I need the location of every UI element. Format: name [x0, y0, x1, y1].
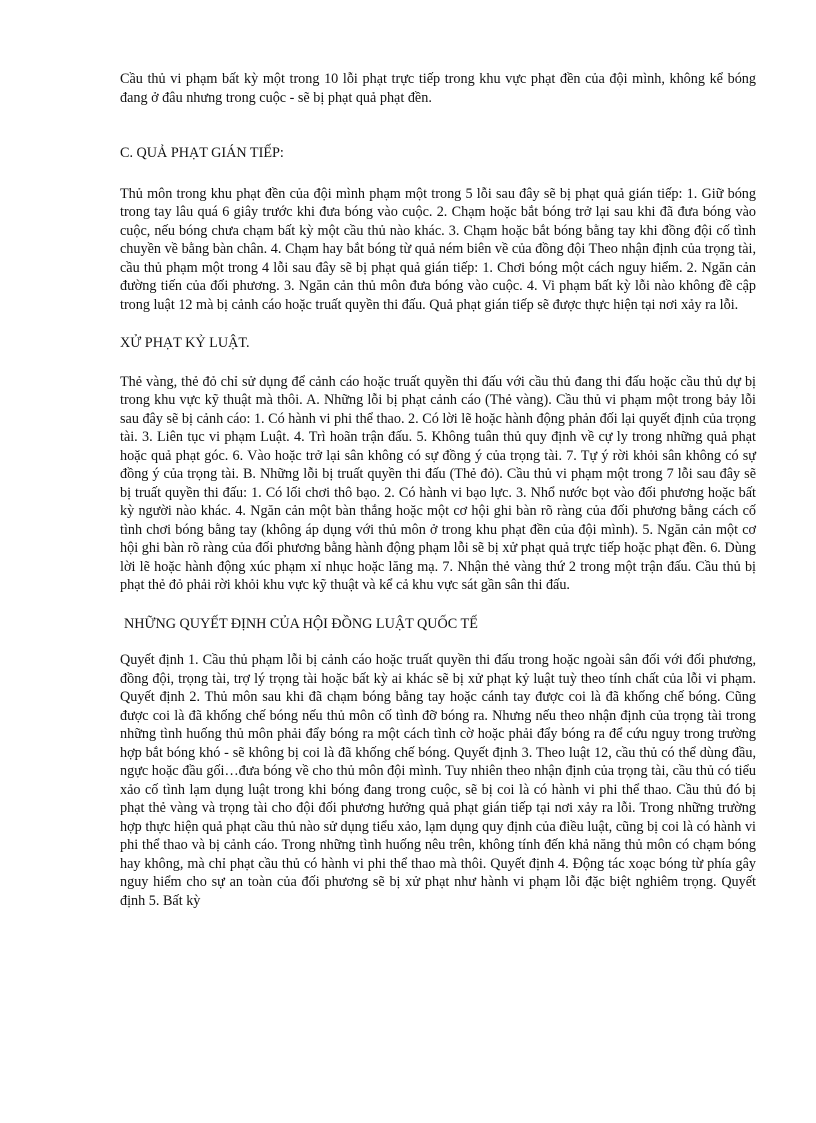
heading-disciplinary-sanctions: XỬ PHẠT KỶ LUẬT.	[120, 335, 250, 351]
paragraph-ifab-decisions: Quyết định 1. Cầu thủ phạm lỗi bị cảnh cáo hoặc truất quyền thi đấu trong hoặc ngoài sân đối với đối phương, đồng đội, trọng tài, trợ lý trọng tài hoặc bất kỳ ai khác sẽ bị xử phạt kỷ luật tuỳ theo tính chất của lỗi vi phạm. Quyết định 2. Thủ môn sau khi đã chạm bóng bằng tay hoặc cánh tay được coi là đã khống chế bóng. Cũng được coi là đã khống chế bóng nếu thủ môn cố tình đỡ bóng ra. Nhưng nếu theo nhận định của trọng tài trong những tình huống thủ môn phải đẩy bóng ra một cách tình cờ hoặc phải đẩy bóng ra để cứu nguy trong trường hợp bắt bóng khó - sẽ không bị coi là đã khống chế bóng. Quyết định 3. Theo luật 12, cầu thủ có thể dùng đầu, ngực hoặc đầu gối…đưa bóng về cho thủ môn đội mình. Tuy nhiên theo nhận định của trọng tài, cầu thủ có tiểu xảo cố tình lạm dụng luật trong khi bóng đang trong cuộc, sẽ bị coi là có hành vi phi thể thao. Cầu thủ đó bị phạt thẻ vàng và trọng tài cho đội đối phương hưởng quả phạt gián tiếp tại nơi xảy ra lỗi. Trong những trường hợp thực hiện quả phạt cầu thủ nào sử dụng tiểu xảo, lạm dụng quy định của điều luật, cũng bị coi là có hành vi phi thể thao và bị cảnh cáo. Trong những tình huống nêu trên, không tính đến khả năng thủ môn có chạm bóng hay không, mà chỉ phạt cầu thủ có hành vi phi thể thao mà thôi. Quyết định 4. Động tác xoạc bóng từ phía gây nguy hiểm cho sự an toàn của đối phương sẽ bị xử phạt như hành vi phạm lỗi đặc biệt nghiêm trọng. Quyết định 5. Bất kỳ	[120, 652, 756, 909]
heading-indirect-free-kick: C. QUẢ PHẠT GIÁN TIẾP:	[120, 145, 284, 161]
paragraph-disciplinary-sanctions: Thẻ vàng, thẻ đỏ chỉ sử dụng để cảnh cáo hoặc truất quyền thi đấu với cầu thủ đang thi đấu hoặc cầu thủ dự bị trong khu vực kỹ thuật mà thôi. A. Những lỗi bị phạt cảnh cáo (Thẻ vàng). Cầu thủ vi phạm một trong bảy lỗi sau đây sẽ bị cảnh cáo: 1. Có hành vi phi thể thao. 2. Có lời lẽ hoặc hành động phản đối lại quyết định của trọng tài. 3. Liên tục vi phạm Luật. 4. Trì hoãn trận đấu. 5. Không tuân thủ quy định về cự ly trong những quả phạt hoặc quả phạt góc. 6. Vào hoặc trở lại sân không có sự đồng ý của trọng tài. 7. Tự ý rời khỏi sân không có sự đồng ý của trọng tài. B. Những lỗi bị truất quyền thi đấu (Thẻ đỏ). Cầu thủ vi phạm một trong 7 lỗi sau đây sẽ bị truất quyền thi đấu: 1. Có lối chơi thô bạo. 2. Có hành vi bạo lực. 3. Nhổ nước bọt vào đối phương hoặc bất kỳ người nào khác. 4. Ngăn cản một bàn thắng hoặc một cơ hội ghi bàn rõ ràng của đối phương bằng cách cố tình chơi bóng bằng tay (không áp dụng với thủ môn ở trong khu phạt đền của đội mình). 5. Ngăn cản một cơ hội ghi bàn rõ ràng của đối phương bằng hành động phạm lỗi sẽ bị xử phạt quả trực tiếp hoặc phạt đền. 6. Dùng lời lẽ hoặc hành động xúc phạm xỉ nhục hoặc lăng mạ. 7. Nhận thẻ vàng thứ 2 trong một trận đấu. Cầu thủ bị phạt thẻ đỏ phải rời khỏi khu vực kỹ thuật và kể cả khu vực sát gần sân thi đấu.	[120, 373, 756, 593]
spacer	[120, 314, 756, 334]
document-body	[120, 70, 756, 910]
heading-ifab-decisions: NHỮNG QUYẾT ĐỊNH CỦA HỘI ĐỒNG LUẬT QUỐC TẾ	[124, 615, 478, 632]
spacer	[120, 107, 756, 144]
paragraph-penalty-kick: Cầu thủ vi phạm bất kỳ một trong 10 lỗi phạt trực tiếp trong khu vực phạt đền của đội mình, không kể bóng đang ở đâu nhưng trong cuộc - sẽ bị phạt quả phạt đền.	[120, 71, 756, 106]
spacer	[120, 595, 756, 615]
spacer	[120, 163, 756, 185]
paragraph-indirect-free-kick: Thủ môn trong khu phạt đền của đội mình phạm một trong 5 lỗi sau đây sẽ bị phạt quả gián tiếp: 1. Giữ bóng trong tay lâu quá 6 giây trước khi đưa bóng vào cuộc. 2. Chạm hoặc bắt bóng trở lại sau khi đã đưa bóng vào cuộc, nếu bóng chưa chạm bất kỳ một cầu thủ nào khác. 3. Chạm hoặc bắt bóng bằng tay khi đồng đội cố tình chuyền về bằng bàn chân. 4. Chạm hay bắt bóng từ quả ném biên về của đồng đội Theo nhận định của trọng tài, cầu thủ phạm một trong 4 lỗi sau đây sẽ bị phạt quả gián tiếp: 1. Chơi bóng một cách nguy hiểm. 2. Ngăn cản đường tiến của đối phương. 3. Ngăn cản thủ môn đưa bóng vào cuộc. 4. Vi phạm bất kỳ lỗi nào không đề cập trong luật 12 mà bị cảnh cáo hoặc truất quyền thi đấu. Quả phạt gián tiếp sẽ được thực hiện tại nơi xảy ra lỗi.	[120, 185, 756, 313]
spacer	[120, 633, 756, 651]
spacer	[120, 353, 756, 373]
